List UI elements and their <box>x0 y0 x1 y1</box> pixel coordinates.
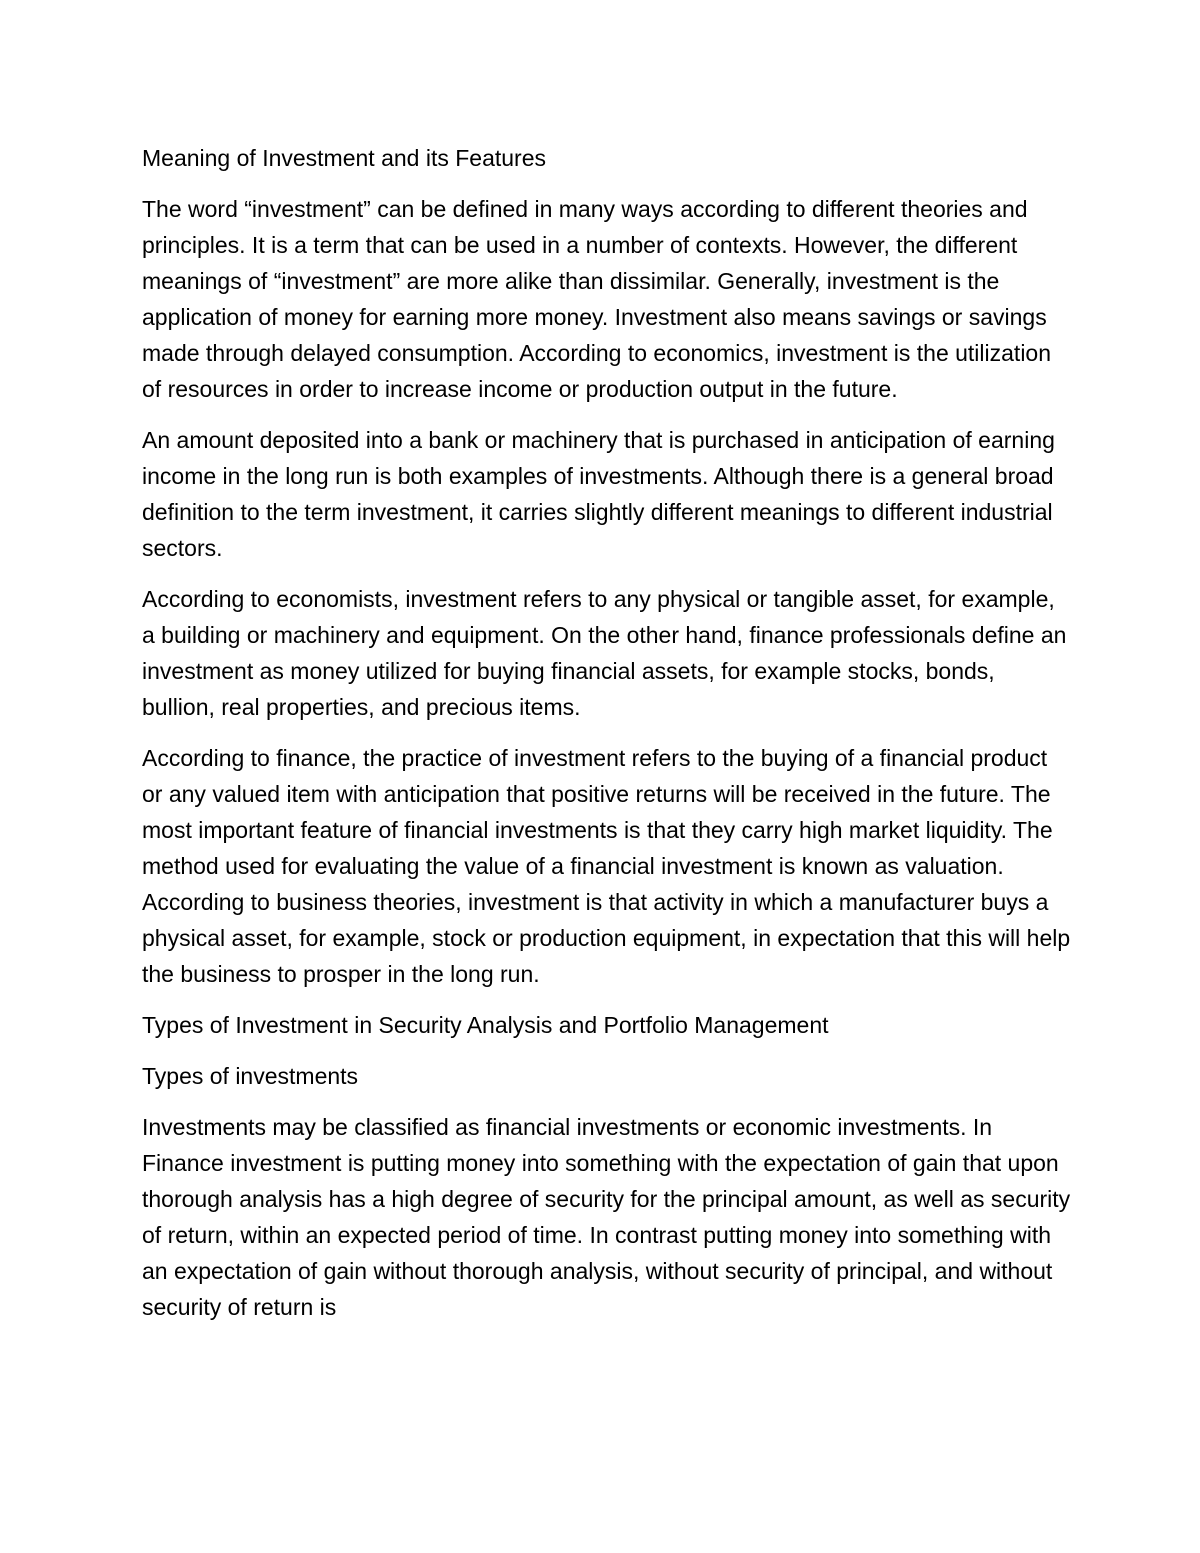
paragraph: According to finance, the practice of investment refers to the buying of a financial product or any valued item with anticipation that positive returns will be received in the future. The most important feature of financial investments is that they carry high market liquidity. The method used for evaluating the value of a financial investment is known as valuation. According to business theories, investment is that activity in which a manufacturer buys a physical asset, for example, stock or production equipment, in expectation that this will help the business to prosper in the long run. <box>142 745 1071 987</box>
subheading: Types of investments <box>142 1063 359 1089</box>
paragraph: The word “investment” can be defined in many ways according to different theories and principles. It is a term that can be used in a number of contexts. However, the different meanings of “investment” are more alike than dissimilar. Generally, investment is the application of money for earning more money. Investment also means savings or savings made through delayed consumption. According to economics, investment is the utilization of resources in order to increase income or production output in the future. <box>142 196 1052 402</box>
paragraph: An amount deposited into a bank or machinery that is purchased in anticipation of earning income in the long run is both examples of investments. Although there is a general broad definition to the term investment, it carries slightly different meanings to different industrial sectors. <box>142 427 1055 561</box>
document-body <box>142 140 1072 1340</box>
document-title: Meaning of Investment and its Features <box>142 145 546 171</box>
paragraph: According to economists, investment refers to any physical or tangible asset, for example, a building or machinery and equipment. On the other hand, finance professionals define an investment as money utilized for buying financial assets, for example stocks, bonds, bullion, real properties, and precious items. <box>142 586 1067 720</box>
section-heading: Types of Investment in Security Analysis and Portfolio Management <box>142 1012 829 1038</box>
paragraph: Investments may be classified as financial investments or economic investments. In Finance investment is putting money into something with the expectation of gain that upon thorough analysis has a high degree of security for the principal amount, as well as security of return, within an expected period of time. In contrast putting money into something with an expectation of gain without thorough analysis, without security of principal, and without security of return is <box>142 1114 1071 1320</box>
